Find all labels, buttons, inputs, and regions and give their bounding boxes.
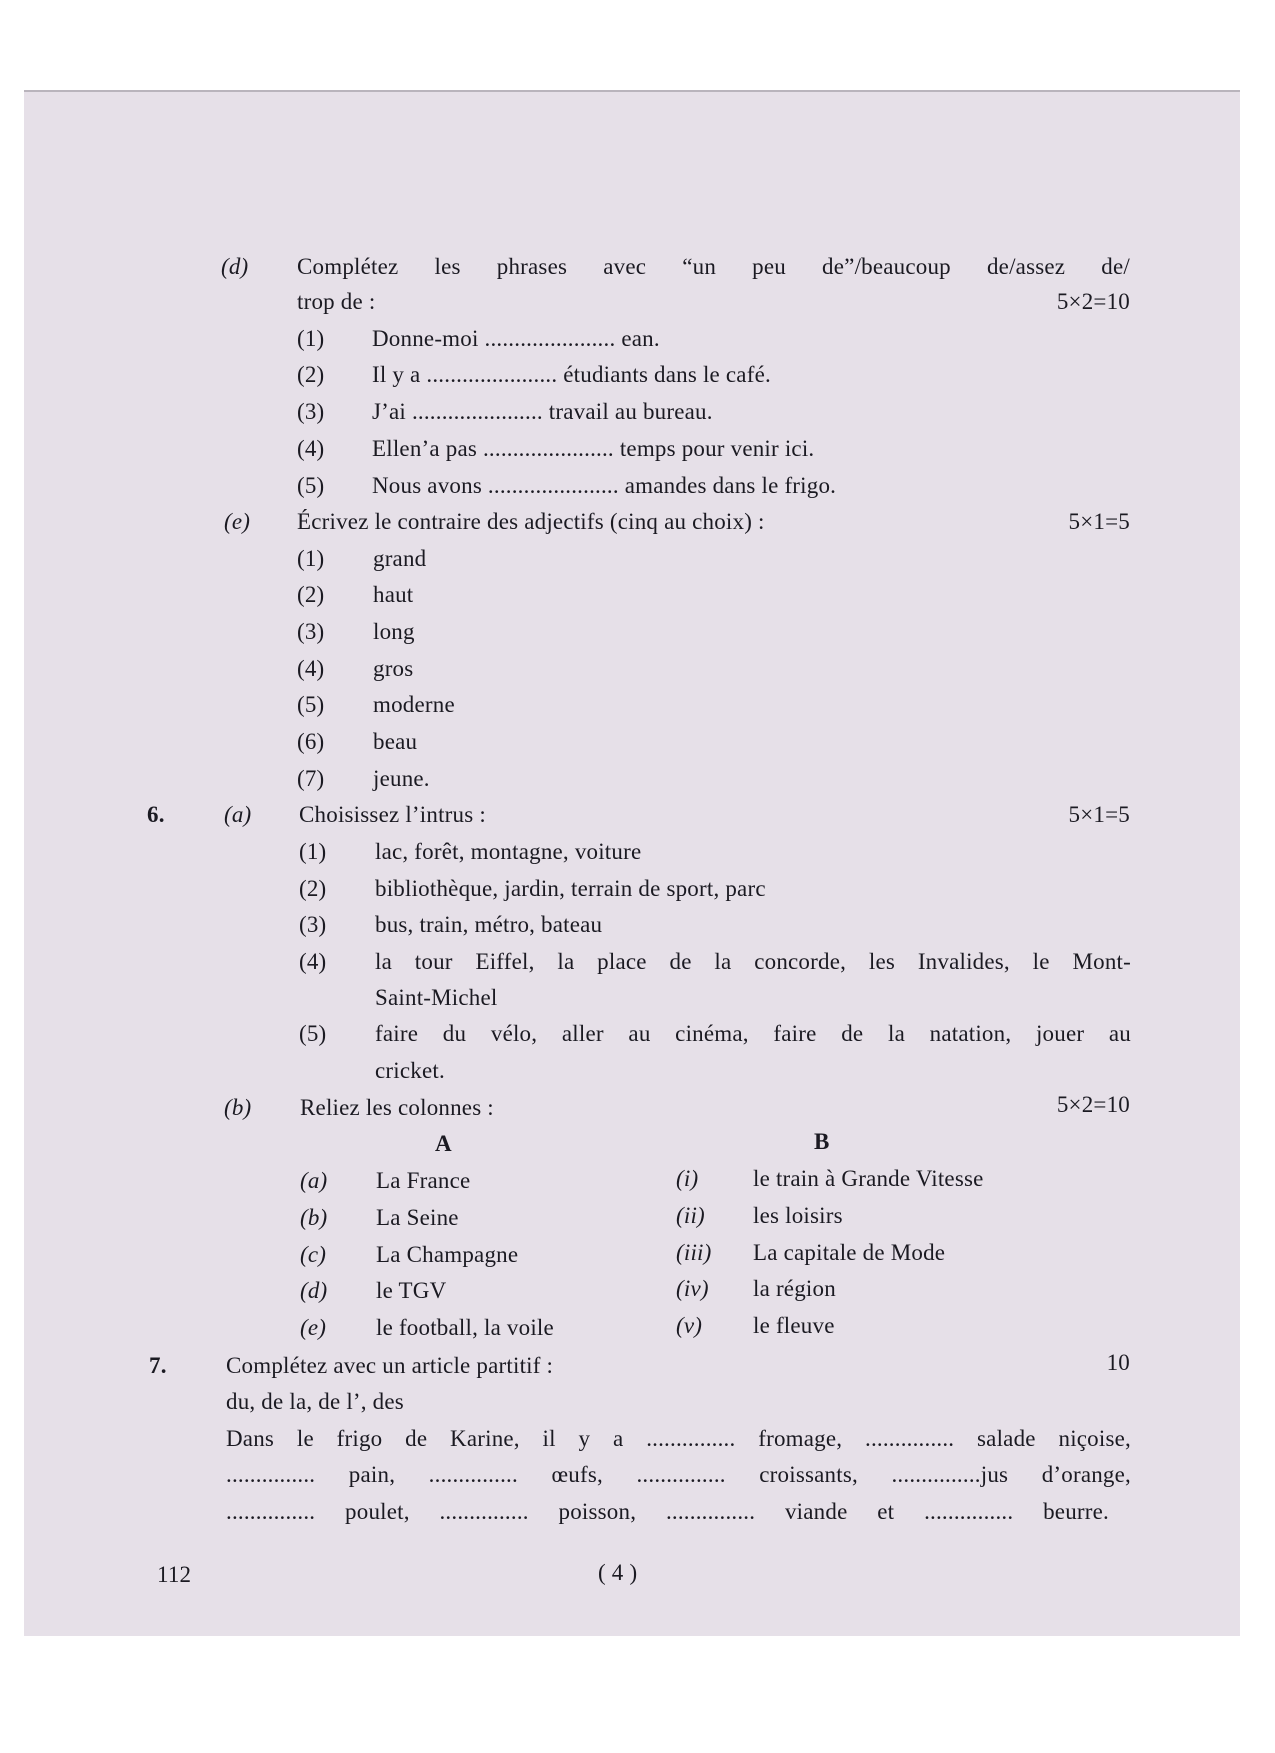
- q5e-item-text: jeune.: [373, 766, 430, 791]
- q5d-item-num: (5): [297, 473, 325, 498]
- q6b-marks: 5×2=10: [1056, 1092, 1130, 1117]
- q5e-item-num: (7): [297, 766, 325, 791]
- q6b-b-text: La capitale de Mode: [753, 1240, 946, 1265]
- q6b-a-label: (c): [300, 1242, 327, 1267]
- q6b-b-label: (iv): [676, 1276, 709, 1301]
- q7-instruction: Complétez avec un article partitif :: [226, 1353, 554, 1378]
- q6b-b-label: (iii): [676, 1240, 712, 1265]
- q6b-b-text: les loisirs: [753, 1203, 843, 1228]
- q5e-item-num: (1): [297, 546, 325, 571]
- q6a-marks: 5×1=5: [1068, 802, 1130, 827]
- q6b-instruction: Reliez les colonnes :: [300, 1095, 494, 1120]
- q6b-a-text: La Seine: [376, 1205, 459, 1230]
- q5e-item-num: (5): [297, 692, 325, 717]
- q5d-item-text: J’ai ...................... travail au bureau.: [372, 399, 713, 424]
- q6a-item-text: la tour Eiffel, la place de la concorde, les Invalides, le Mont-: [375, 949, 1131, 974]
- q6b-b-label: (ii): [676, 1203, 705, 1228]
- q5e-item-num: (3): [297, 619, 325, 644]
- q6b-a-text: le football, la voile: [376, 1315, 554, 1340]
- q6b-a-text: La France: [376, 1168, 471, 1193]
- q6b-b-text: le train à Grande Vitesse: [753, 1166, 984, 1191]
- q5d-item-text: Nous avons ...................... amandes dans le frigo.: [372, 473, 837, 498]
- q5e-item-num: (4): [297, 656, 325, 681]
- q6a-item-text: lac, forêt, montagne, voiture: [375, 839, 642, 864]
- q5e-item-text: grand: [373, 546, 427, 571]
- q6b-a-text: le TGV: [376, 1278, 447, 1303]
- q5e-item-text: gros: [373, 656, 414, 681]
- q5d-item-num: (3): [297, 399, 325, 424]
- q6a-item-num: (1): [299, 839, 327, 864]
- page-number: ( 4 ): [598, 1560, 638, 1585]
- q5d-item-text: Ellen’a pas ...................... temps pour venir ici.: [372, 436, 815, 461]
- q6b-b-label: (v): [676, 1313, 703, 1338]
- q6a-item-text-cont: Saint-Michel: [375, 985, 498, 1010]
- q5d-marks: 5×2=10: [1056, 289, 1130, 314]
- q6b-b-text: la région: [753, 1276, 836, 1301]
- q7-marks: 10: [1106, 1350, 1130, 1375]
- q6b-a-label: (d): [300, 1278, 328, 1303]
- q6a-item-text: bus, train, métro, bateau: [375, 912, 603, 937]
- q6a-item-text: bibliothèque, jardin, terrain de sport, parc: [375, 876, 766, 901]
- q5d-label: (d): [221, 254, 249, 279]
- footer-code: 112: [157, 1562, 192, 1587]
- q6a-item-num: (5): [299, 1021, 327, 1046]
- q5d-item-num: (2): [297, 362, 325, 387]
- q5e-marks: 5×1=5: [1068, 509, 1130, 534]
- q5e-item-num: (2): [297, 582, 325, 607]
- q7-line: ............... poulet, ............... poisson, ............... viande et ............... beurre.: [226, 1499, 1109, 1524]
- q6a-item-num: (3): [299, 912, 327, 937]
- q6a-label: (a): [224, 802, 252, 827]
- q6b-col-a-header: A: [435, 1131, 452, 1156]
- q5d-item-text: Donne-moi ...................... ean.: [372, 326, 660, 351]
- q5d-instruction-cont: trop de :: [297, 289, 376, 314]
- q6b-b-text: le fleuve: [753, 1313, 835, 1338]
- q5e-label: (e): [224, 509, 251, 534]
- q5e-instruction: Écrivez le contraire des adjectifs (cinq au choix) :: [297, 509, 765, 534]
- q6b-label: (b): [224, 1095, 252, 1120]
- q7-line: Dans le frigo de Karine, il y a ............... fromage, ............... salade niçoise,: [226, 1426, 1131, 1451]
- q6b-col-b-header: B: [814, 1129, 830, 1154]
- q5e-item-num: (6): [297, 729, 325, 754]
- q5e-item-text: long: [373, 619, 415, 644]
- q5d-item-num: (1): [297, 326, 325, 351]
- q6-number: 6.: [147, 802, 165, 827]
- q7-line: ............... pain, ............... œufs, ............... croissants, ...............jus d’orange,: [226, 1462, 1131, 1487]
- q6b-a-label: (a): [300, 1168, 328, 1193]
- q6b-a-label: (b): [300, 1205, 328, 1230]
- q5d-item-num: (4): [297, 436, 325, 461]
- q6b-a-label: (e): [300, 1315, 327, 1340]
- q6a-item-num: (2): [299, 876, 327, 901]
- q7-number: 7.: [149, 1353, 167, 1378]
- q5e-item-text: haut: [373, 582, 414, 607]
- q6a-item-text: faire du vélo, aller au cinéma, faire de la natation, jouer au: [375, 1021, 1131, 1046]
- q5d-instruction: Complétez les phrases avec “un peu de”/beaucoup de/assez de/: [297, 254, 1130, 279]
- q7-options: du, de la, de l’, des: [226, 1389, 404, 1414]
- q6a-item-num: (4): [299, 949, 327, 974]
- q6a-instruction: Choisissez l’intrus :: [299, 802, 486, 827]
- q6b-b-label: (i): [676, 1166, 699, 1191]
- q5d-item-text: Il y a ...................... étudiants dans le café.: [372, 362, 771, 387]
- q6b-a-text: La Champagne: [376, 1242, 519, 1267]
- q6a-item-text-cont: cricket.: [375, 1058, 445, 1083]
- q5e-item-text: moderne: [373, 692, 455, 717]
- q5e-item-text: beau: [373, 729, 418, 754]
